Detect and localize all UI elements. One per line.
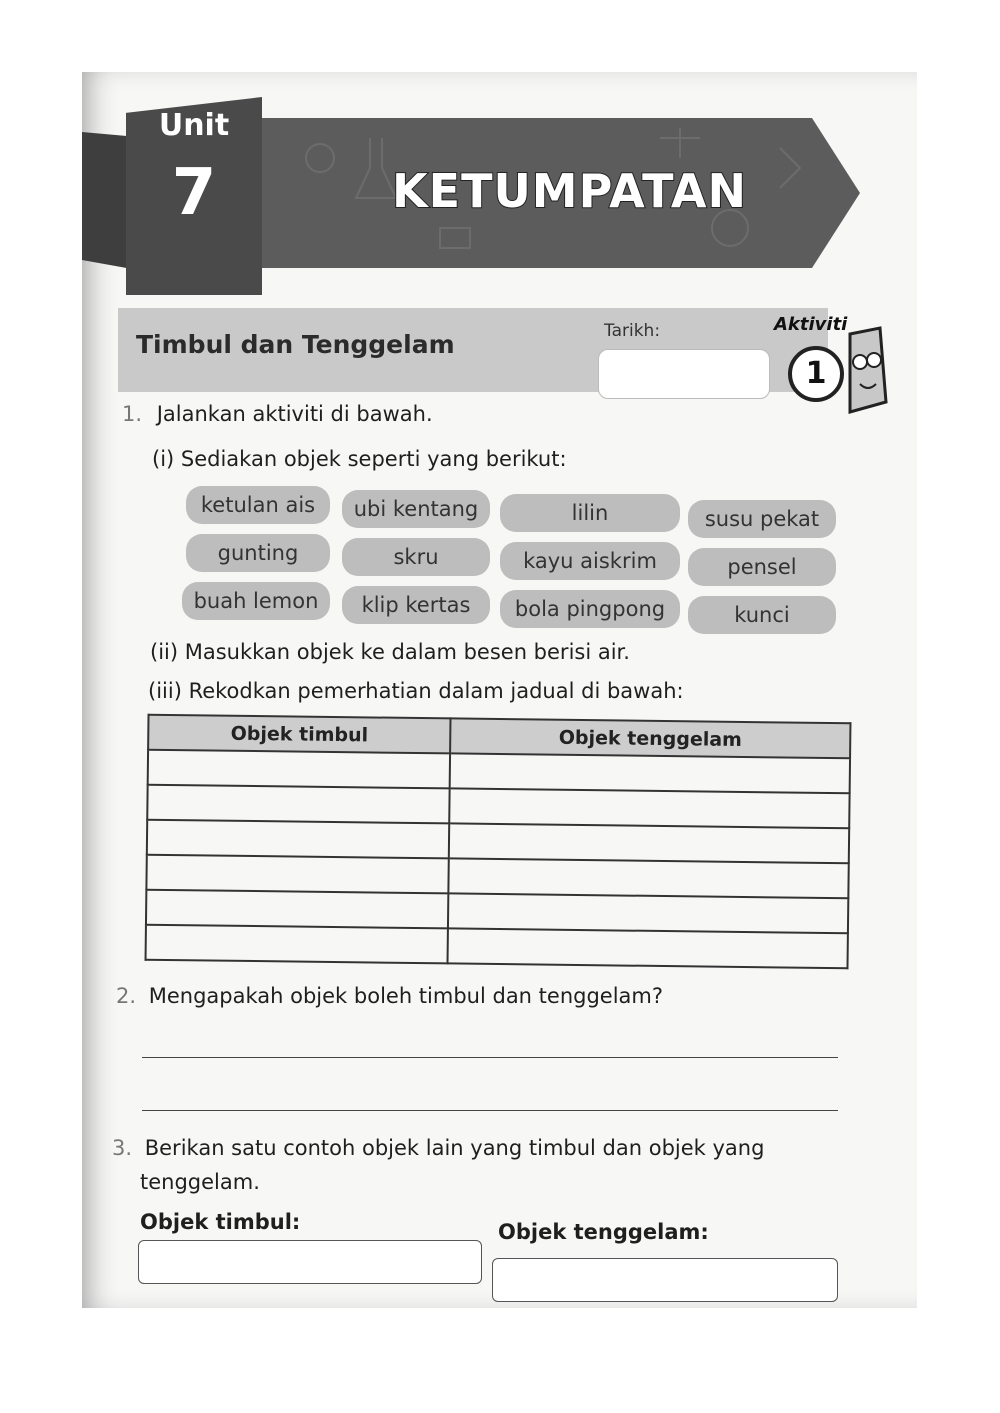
table-cell[interactable] [147,785,450,824]
table-cell[interactable] [146,855,449,894]
object-chip: kunci [688,596,836,634]
table-cell[interactable] [146,925,449,964]
table-header-float: Objek timbul [148,715,451,754]
activity-badge [772,312,902,422]
q2-number: 2. [116,984,137,1008]
object-chip: pensel [688,548,836,586]
table-cell[interactable] [449,788,849,828]
q1-number: 1. [122,402,143,426]
object-chip: skru [342,538,490,576]
date-field[interactable] [598,349,770,399]
table-cell[interactable] [146,890,449,929]
object-chip: bola pingpong [500,590,680,628]
activity-label: Aktiviti [774,314,848,335]
table-cell[interactable] [450,753,850,793]
q1-step2: (ii) Masukkan objek ke dalam besen berisi air. [150,640,630,664]
float-answer-box[interactable] [138,1240,482,1284]
q2-text: Mengapakah objek boleh timbul dan tenggelam? [148,984,664,1008]
q3-item [112,1136,764,1160]
section-title: Timbul dan Tenggelam [136,330,455,359]
table-row [146,925,848,969]
object-chip: kayu aiskrim [500,542,680,580]
date-label: Tarikh: [604,321,661,341]
table-cell[interactable] [448,893,848,933]
q2-answer-line[interactable] [142,1110,838,1111]
object-chip: buah lemon [182,582,330,620]
page-title: KETUMPATAN [392,164,747,218]
q3-text-line1: Berikan satu contoh objek lain yang timbul dan objek yang [144,1136,765,1160]
table-header-sink: Objek tenggelam [450,718,850,758]
q1-step1: (i) Sediakan objek seperti yang berikut: [152,447,567,471]
object-chip: klip kertas [342,586,490,624]
unit-number: 7 [171,156,217,230]
q2-answer-line[interactable] [142,1057,838,1058]
table-cell[interactable] [449,823,849,863]
activity-number: 1 [805,356,827,391]
table-cell[interactable] [147,820,450,859]
worksheet-page [82,72,917,1308]
object-chip: ketulan ais [186,486,330,524]
sink-label: Objek tenggelam: [498,1220,709,1244]
object-chip: lilin [500,494,680,532]
table-cell[interactable] [449,858,849,898]
table-cell[interactable] [148,750,451,789]
object-chip: gunting [186,534,330,572]
unit-label: Unit [158,108,230,143]
q1-text: Jalankan aktiviti di bawah. [156,402,433,426]
q3-number: 3. [112,1136,133,1160]
observation-table [145,714,852,970]
float-label: Objek timbul: [140,1210,301,1234]
object-chip: ubi kentang [342,490,490,528]
object-chip: susu pekat [688,500,836,538]
table-cell[interactable] [448,928,848,968]
q3-text-line2: tenggelam. [140,1170,260,1194]
q1-item [122,402,433,426]
sink-answer-box[interactable] [492,1258,838,1302]
q1-step3: (iii) Rekodkan pemerhatian dalam jadual di bawah: [148,679,684,703]
q2-item [116,984,663,1008]
